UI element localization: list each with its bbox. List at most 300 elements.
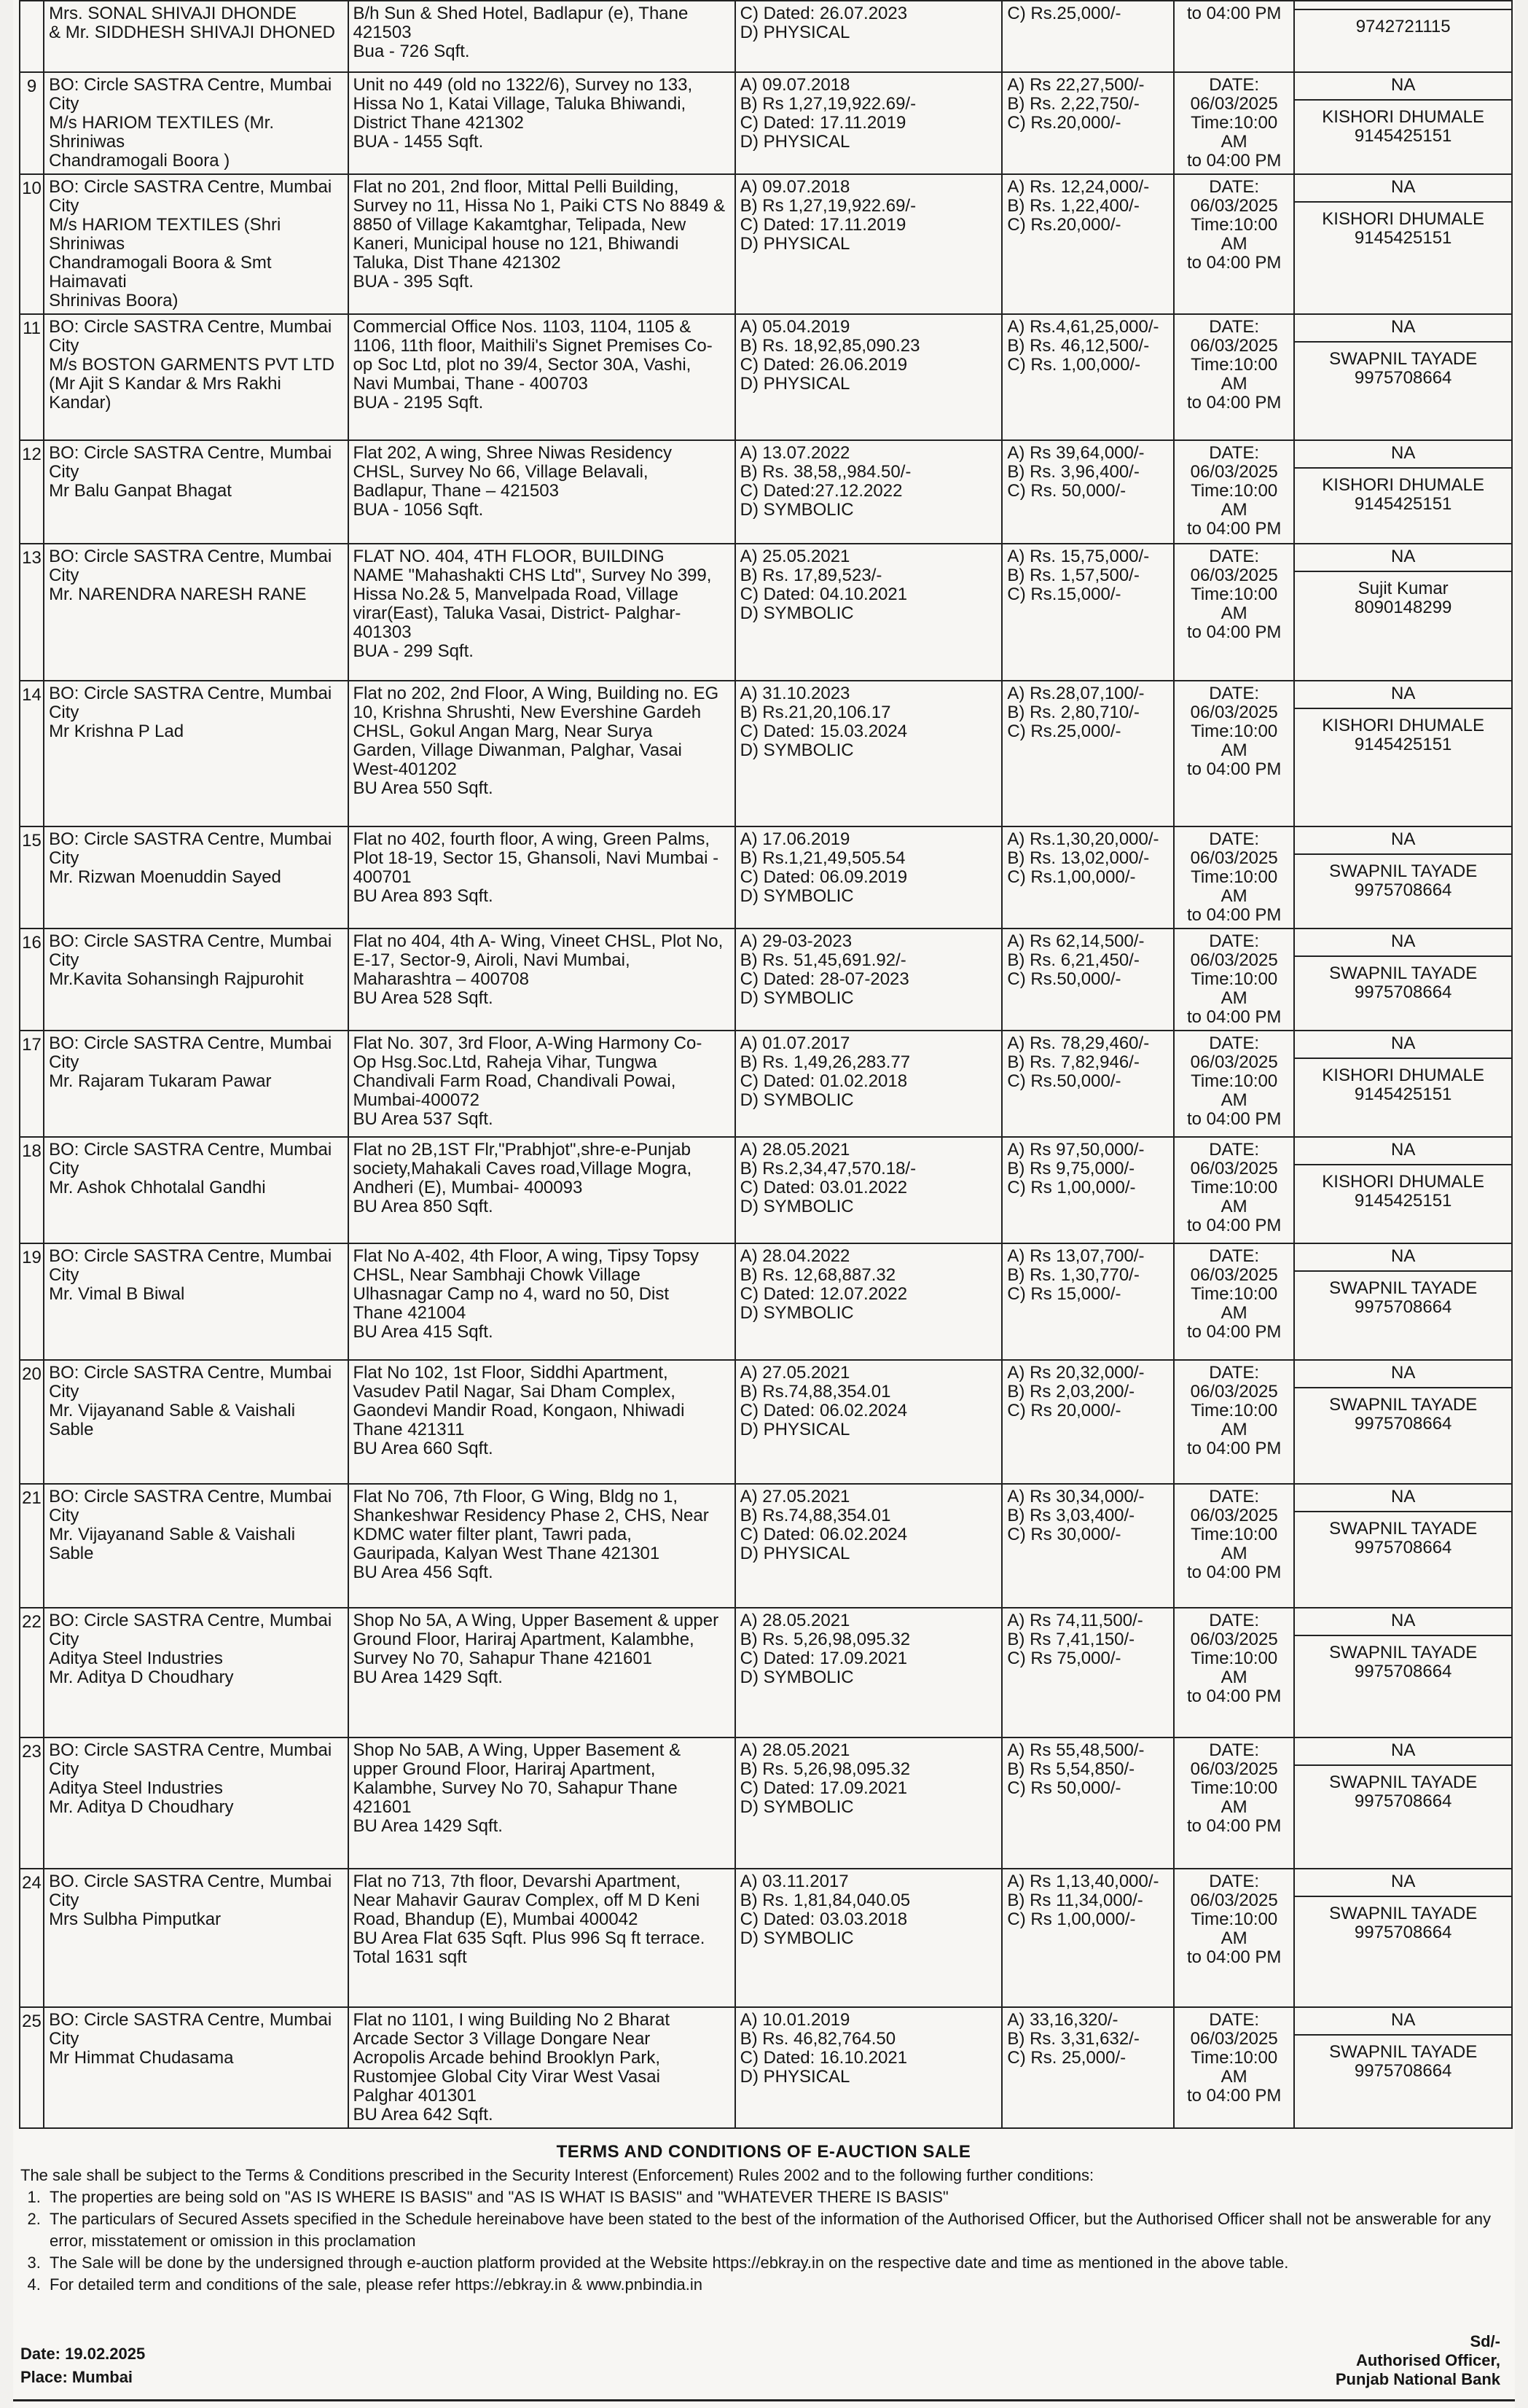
contact-phone: 9145425151 (1354, 735, 1452, 754)
reserve-price-line: A) Rs 39,64,000/- (1007, 443, 1145, 463)
demand-notice-line: B) Rs. 5,26,98,095.32 (740, 1759, 911, 1779)
contact-phone: 9975708664 (1354, 982, 1452, 1002)
property-description-line: BU Area 642 Sqft. (353, 2105, 493, 2124)
contact-phone: 9975708664 (1354, 2061, 1452, 2081)
reserve-price-cell (1002, 314, 1174, 440)
reserve-price-line: C) Rs. 1,00,000/- (1007, 355, 1141, 375)
encumbrance-status: NA (1295, 315, 1511, 343)
property-description-line: Flat no 2B,1ST Flr,"Prabhjot",shre-e-Punjab (353, 1140, 691, 1160)
reserve-price-line: B) Rs 3,03,400/- (1007, 1506, 1135, 1525)
contact-person (1295, 1388, 1511, 1441)
terms-item: 2. The particulars of Secured Assets specified in the Schedule hereinabove have been stated to the best of the information of the Authorised Officer, but the Authorised Officer shall not be answerable for any error, misstatement or omission in this proclamation (45, 2208, 1507, 2252)
reserve-price-line: C) Rs 15,000/- (1007, 1284, 1121, 1304)
demand-notice-cell (735, 1737, 1003, 1869)
property-description-cell (348, 929, 735, 1031)
auction-date-line: 06/03/2025 (1190, 1630, 1278, 1649)
demand-notice-line: A) 13.07.2022 (740, 443, 850, 463)
demand-notice-line: C) Dated: 06.09.2019 (740, 867, 908, 887)
branch-borrower-line: BO: Circle SASTRA Centre, Mumbai City (49, 931, 332, 970)
branch-borrower-line: Mr. Rizwan Moenuddin Sayed (49, 867, 281, 887)
auction-date-line: DATE: (1209, 1140, 1260, 1160)
demand-notice-line: A) 17.06.2019 (740, 829, 850, 849)
reserve-price-line: A) 33,16,320/- (1007, 2010, 1118, 2030)
contact-cell (1294, 929, 1512, 1031)
demand-notice-line: A) 05.04.2019 (740, 317, 850, 337)
auction-date-line: to 04:00 PM (1186, 1686, 1282, 1706)
demand-notice-cell (735, 826, 1003, 929)
contact-phone: 9145425151 (1354, 1084, 1452, 1104)
property-description-line: 10, Krishna Shrushti, New Evershine Gardeh (353, 703, 702, 722)
demand-notice-line: A) 25.05.2021 (740, 547, 850, 566)
demand-notice-cell (735, 2007, 1003, 2128)
branch-borrower-line: BO: Circle SASTRA Centre, Mumbai City (49, 547, 332, 585)
demand-notice-line: D) PHYSICAL (740, 23, 850, 42)
property-description-line: Shop No 5A, A Wing, Upper Basement & upper (353, 1611, 719, 1630)
property-description-line: Plot 18-19, Sector 15, Ghansoli, Navi Mumbai - (353, 848, 719, 868)
property-description-line: Badlapur, Thane – 421503 (353, 481, 559, 501)
reserve-price-line: B) Rs 9,75,000/- (1007, 1159, 1135, 1178)
branch-borrower-cell (44, 1484, 348, 1608)
contact-person (1295, 1272, 1511, 1324)
auction-date-line: DATE: (1209, 317, 1260, 337)
demand-notice-line: C) Dated: 01.02.2018 (740, 1071, 908, 1091)
serial-number-cell (20, 681, 44, 826)
demand-notice-cell (735, 1031, 1003, 1137)
auction-date-line: Time:10:00 AM (1191, 1401, 1278, 1439)
property-description-line: 1106, 11th floor, Maithili's Signet Premises Co- (353, 336, 713, 356)
property-description-line: BU Area 550 Sqft. (353, 778, 493, 798)
demand-notice-cell (735, 1137, 1003, 1243)
property-description-line: Thane 421004 (353, 1303, 466, 1323)
property-description-line: Palghar 401301 (353, 2086, 477, 2106)
table-row (20, 681, 1512, 826)
property-description-line: 421601 (353, 1797, 412, 1817)
serial-number-cell (20, 1608, 44, 1737)
reserve-price-cell (1002, 1484, 1174, 1608)
reserve-price-line: C) Rs 50,000/- (1007, 1778, 1121, 1798)
branch-borrower-cell (44, 314, 348, 440)
demand-notice-line: A) 27.05.2021 (740, 1363, 850, 1383)
property-description-line: BUA - 299 Sqft. (353, 641, 474, 661)
property-description-line: Op Hsg.Soc.Ltd, Raheja Vihar, Tungwa (353, 1052, 657, 1072)
contact-person (1295, 2036, 1511, 2088)
serial-number: 19 (22, 1248, 42, 1267)
branch-borrower-line: M/s HARIOM TEXTILES (Mr. Shriniwas (49, 113, 274, 152)
contact-person (1295, 1165, 1511, 1218)
property-description-line: Thane 421311 (353, 1420, 465, 1439)
reserve-price-line: A) Rs 13,07,700/- (1007, 1246, 1145, 1266)
serial-number: 20 (22, 1364, 42, 1384)
contact-person (1295, 101, 1511, 153)
reserve-price-line: B) Rs. 13,02,000/- (1007, 848, 1150, 868)
terms-section (20, 2141, 1507, 2296)
table-row (20, 314, 1512, 440)
auction-date-line: to 04:00 PM (1186, 759, 1282, 779)
auction-date-line: to 04:00 PM (1186, 1439, 1282, 1458)
auction-date-line: 06/03/2025 (1190, 462, 1278, 482)
branch-borrower-line: Mr.Kavita Sohansingh Rajpurohit (49, 969, 304, 989)
demand-notice-line: A) 10.01.2019 (740, 2010, 850, 2030)
auction-date-line: to 04:00 PM (1186, 1947, 1282, 1967)
contact-phone: 9145425151 (1354, 1191, 1452, 1211)
property-description-line: B/h Sun & Shed Hotel, Badlapur (e), Thane (353, 4, 689, 23)
property-description-line: CHSL, Gokul Angan Marg, Near Surya (353, 722, 653, 741)
property-description-line: Mumbai-400072 (353, 1090, 479, 1110)
auction-date-line: to 04:00 PM (1186, 905, 1282, 925)
serial-number: 13 (22, 548, 42, 568)
auction-date-line: DATE: (1209, 443, 1260, 463)
reserve-price-line: B) Rs 5,54,850/- (1007, 1759, 1135, 1779)
property-description-line: Kalambhe, Survey No 70, Sahapur Thane (353, 1778, 678, 1798)
serial-number: 21 (22, 1488, 42, 1508)
property-description-line: E-17, Sector-9, Airoli, Navi Mumbai, (353, 950, 630, 970)
contact-name: SWAPNIL TAYADE (1329, 1278, 1478, 1298)
table-row (20, 1869, 1512, 2007)
reserve-price-cell (1002, 1737, 1174, 1869)
property-description-line: District Thane 421302 (353, 113, 524, 133)
property-description-line: CHSL, Near Sambhaji Chowk Village (353, 1265, 640, 1285)
reserve-price-line: C) Rs.50,000/- (1007, 1071, 1121, 1091)
reserve-price-line: A) Rs 97,50,000/- (1007, 1140, 1145, 1160)
demand-notice-line: C) Dated: 17.09.2021 (740, 1649, 908, 1668)
table-row (20, 1031, 1512, 1137)
auction-date-line: 06/03/2025 (1190, 94, 1278, 114)
signature-sd: Sd/- (1470, 2332, 1500, 2350)
demand-notice-line: A) 28.05.2021 (740, 1140, 850, 1160)
auction-date-line: to 04:00 PM (1186, 253, 1282, 273)
contact-person (1295, 1897, 1511, 1950)
reserve-price-line: B) Rs. 2,22,750/- (1007, 94, 1140, 114)
auction-date-line: Time:10:00 AM (1191, 1909, 1278, 1948)
auction-date-line: Time:10:00 AM (1191, 867, 1278, 906)
serial-number: 18 (22, 1141, 42, 1161)
auction-date-line: 06/03/2025 (1190, 196, 1278, 216)
auction-date-cell (1174, 929, 1294, 1031)
contact-cell (1294, 1608, 1512, 1737)
auction-date-line: to 04:00 PM (1186, 1563, 1282, 1582)
terms-item: 3. The Sale will be done by the undersigned through e-auction platform provided at the Website https://ebkray.in on the respective date and time as mentioned in the above table. (45, 2252, 1507, 2274)
demand-notice-line: A) 28.05.2021 (740, 1740, 850, 1760)
demand-notice-line: B) Rs. 51,45,691.92/- (740, 950, 906, 970)
encumbrance-status: NA (1295, 681, 1511, 709)
demand-notice-line: D) SYMBOLIC (740, 500, 854, 520)
encumbrance-status: NA (1295, 1361, 1511, 1388)
branch-borrower-cell (44, 2007, 348, 2128)
reserve-price-line: B) Rs. 3,96,400/- (1007, 462, 1140, 482)
demand-notice-line: C) Dated: 12.07.2022 (740, 1284, 908, 1304)
property-description-line: Flat No A-402, 4th Floor, A wing, Tipsy Topsy (353, 1246, 699, 1266)
auction-date-line: to 04:00 PM (1186, 393, 1282, 413)
terms-list (20, 2186, 1507, 2296)
auction-date-cell (1174, 440, 1294, 544)
branch-borrower-cell (44, 826, 348, 929)
encumbrance-status (1295, 1, 1511, 10)
property-description-cell (348, 681, 735, 826)
branch-borrower-line: BO: Circle SASTRA Centre, Mumbai City (49, 1033, 332, 1072)
property-description-cell (348, 1, 735, 72)
demand-notice-line: B) Rs. 38,58,,984.50/- (740, 462, 912, 482)
branch-borrower-cell (44, 1360, 348, 1484)
reserve-price-line: C) Rs.1,00,000/- (1007, 867, 1136, 887)
demand-notice-cell (735, 440, 1003, 544)
reserve-price-cell (1002, 1869, 1174, 2007)
branch-borrower-line: Mr Himmat Chudasama (49, 2048, 234, 2068)
demand-notice-line: A) 28.05.2021 (740, 1611, 850, 1630)
serial-number: 9 (26, 77, 37, 96)
contact-cell (1294, 314, 1512, 440)
table-row (20, 1243, 1512, 1360)
auction-date-line: DATE: (1209, 1487, 1260, 1506)
property-description-line: Navi Mumbai, Thane - 400703 (353, 374, 588, 394)
property-description-line: Road, Bhandup (E), Mumbai 400042 (353, 1909, 638, 1929)
property-description-line: BU Area Flat 635 Sqft. Plus 996 Sq ft terrace. (353, 1928, 705, 1948)
table-row (20, 929, 1512, 1031)
auction-date-line: DATE: (1209, 1246, 1260, 1266)
auction-date-line: 06/03/2025 (1190, 1759, 1278, 1779)
reserve-price-line: B) Rs. 3,31,632/- (1007, 2029, 1140, 2049)
auction-date-line: DATE: (1209, 547, 1260, 566)
property-description-line: Flat no 201, 2nd floor, Mittal Pelli Building, (353, 177, 679, 197)
property-description-line: Shop No 5AB, A Wing, Upper Basement & (353, 1740, 681, 1760)
reserve-price-line: B) Rs. 1,22,400/- (1007, 196, 1140, 216)
contact-phone: 9975708664 (1354, 368, 1452, 388)
property-description-line: Flat No 706, 7th Floor, G Wing, Bldg no 1, (353, 1487, 678, 1506)
reserve-price-line: C) Rs. 50,000/- (1007, 481, 1127, 501)
demand-notice-line: B) Rs. 12,68,887.32 (740, 1265, 896, 1285)
demand-notice-line: D) SYMBOLIC (740, 740, 854, 760)
reserve-price-cell (1002, 826, 1174, 929)
property-description-line: BU Area 893 Sqft. (353, 886, 493, 906)
demand-notice-line: B) Rs. 1,81,84,040.05 (740, 1891, 911, 1910)
property-description-cell (348, 1737, 735, 1869)
demand-notice-line: D) PHYSICAL (740, 2067, 850, 2087)
auction-date-line: 06/03/2025 (1190, 1052, 1278, 1072)
encumbrance-status: NA (1295, 1738, 1511, 1766)
property-description-line: FLAT NO. 404, 4TH FLOOR, BUILDING (353, 547, 665, 566)
reserve-price-cell (1002, 1137, 1174, 1243)
auction-date-line: to 04:00 PM (1186, 1816, 1282, 1836)
demand-notice-line: C) Dated: 17.09.2021 (740, 1778, 908, 1798)
branch-borrower-line: BO: Circle SASTRA Centre, Mumbai City (49, 177, 332, 216)
branch-borrower-cell (44, 1243, 348, 1360)
branch-borrower-line: (Mr Ajit S Kandar & Mrs Rakhi Kandar) (49, 374, 281, 413)
reserve-price-line: B) Rs. 7,82,946/- (1007, 1052, 1140, 1072)
auction-date-line: to 04:00 PM (1186, 1216, 1282, 1235)
auction-date-cell (1174, 544, 1294, 681)
property-description-cell (348, 1484, 735, 1608)
auction-date-line: DATE: (1209, 1033, 1260, 1053)
branch-borrower-line: BO: Circle SASTRA Centre, Mumbai City (49, 317, 332, 356)
branch-borrower-line: Shrinivas Boora) (49, 291, 179, 310)
property-description-cell (348, 2007, 735, 2128)
property-description-line: BUA - 2195 Sqft. (353, 393, 484, 413)
contact-person (1295, 469, 1511, 521)
serial-number-cell (20, 1243, 44, 1360)
demand-notice-line: B) Rs.1,21,49,505.54 (740, 848, 906, 868)
auction-date-line: to 04:00 PM (1186, 519, 1282, 539)
reserve-price-line: A) Rs. 12,24,000/- (1007, 177, 1150, 197)
demand-notice-cell (735, 72, 1003, 174)
encumbrance-status: NA (1295, 544, 1511, 572)
property-description-line: Unit no 449 (old no 1322/6), Survey no 133, (353, 75, 693, 95)
reserve-price-cell (1002, 72, 1174, 174)
auction-date-cell (1174, 72, 1294, 174)
property-description-line: 8850 of Village Kakamtghar, Telipada, New (353, 215, 686, 235)
contact-cell (1294, 826, 1512, 929)
reserve-price-cell (1002, 544, 1174, 681)
reserve-price-line: A) Rs 1,13,40,000/- (1007, 1872, 1159, 1891)
property-description-line: Gaondevi Mandir Road, Kongaon, Nhiwadi (353, 1401, 685, 1420)
reserve-price-line: B) Rs. 2,80,710/- (1007, 703, 1140, 722)
property-description-line: BU Area 456 Sqft. (353, 1563, 493, 1582)
auction-date-line: to 04:00 PM (1186, 1109, 1282, 1129)
serial-number-cell (20, 1031, 44, 1137)
encumbrance-status: NA (1295, 929, 1511, 957)
contact-cell (1294, 440, 1512, 544)
property-description-cell (348, 826, 735, 929)
branch-borrower-line: Mrs. SONAL SHIVAJI DHONDE (49, 4, 297, 23)
demand-notice-cell (735, 174, 1003, 314)
property-description-line: BU Area 850 Sqft. (353, 1197, 493, 1216)
auction-properties-table (19, 0, 1513, 2129)
demand-notice-cell (735, 929, 1003, 1031)
property-description-line: BU Area 1429 Sqft. (353, 1816, 503, 1836)
notice-place: Place: Mumbai (20, 2368, 133, 2386)
serial-number: 14 (22, 685, 42, 705)
auction-date-cell (1174, 174, 1294, 314)
reserve-price-line: B) Rs. 1,30,770/- (1007, 1265, 1140, 1285)
auction-date-line: DATE: (1209, 1872, 1260, 1891)
branch-borrower-cell (44, 1608, 348, 1737)
property-description-line: BU Area 537 Sqft. (353, 1109, 493, 1129)
auction-date-line: Time:10:00 AM (1191, 585, 1278, 623)
serial-number-cell (20, 314, 44, 440)
contact-name: KISHORI DHUMALE (1322, 716, 1484, 735)
branch-borrower-cell (44, 544, 348, 681)
demand-notice-line: D) PHYSICAL (740, 1544, 850, 1563)
contact-cell (1294, 1737, 1512, 1869)
branch-borrower-line: Mr. Vijayanand Sable & Vaishali Sable (49, 1525, 296, 1563)
encumbrance-status: NA (1295, 1869, 1511, 1897)
contact-person (1295, 572, 1511, 625)
reserve-price-line: A) Rs.4,61,25,000/- (1007, 317, 1159, 337)
demand-notice-line: C) Dated: 26.06.2019 (740, 355, 908, 375)
property-description-cell (348, 544, 735, 681)
contact-name: SWAPNIL TAYADE (1329, 861, 1478, 881)
reserve-price-line: A) Rs 22,27,500/- (1007, 75, 1145, 95)
contact-name: SWAPNIL TAYADE (1329, 1643, 1478, 1662)
branch-borrower-line: Mr Krishna P Lad (49, 722, 184, 741)
demand-notice-line: B) Rs.2,34,47,570.18/- (740, 1159, 917, 1178)
encumbrance-status: NA (1295, 1608, 1511, 1636)
serial-number-cell (20, 826, 44, 929)
reserve-price-line: B) Rs 7,41,150/- (1007, 1630, 1135, 1649)
contact-name: SWAPNIL TAYADE (1329, 1395, 1478, 1415)
table-row (20, 1737, 1512, 1869)
contact-phone: 9975708664 (1354, 1791, 1452, 1811)
contact-phone: 9975708664 (1354, 1414, 1452, 1434)
auction-date-line: 06/03/2025 (1190, 1382, 1278, 1402)
reserve-price-cell (1002, 1608, 1174, 1737)
branch-borrower-line: BO: Circle SASTRA Centre, Mumbai City (49, 1246, 332, 1285)
demand-notice-line: B) Rs. 1,49,26,283.77 (740, 1052, 911, 1072)
contact-phone: 9975708664 (1354, 1923, 1452, 1942)
contact-cell (1294, 2007, 1512, 2128)
reserve-price-line: A) Rs 55,48,500/- (1007, 1740, 1145, 1760)
contact-cell (1294, 544, 1512, 681)
auction-date-line: 06/03/2025 (1190, 2029, 1278, 2049)
property-description-line: KDMC water filter plant, Tawri pada, (353, 1525, 632, 1544)
demand-notice-cell (735, 314, 1003, 440)
auction-date-line: 06/03/2025 (1190, 1265, 1278, 1285)
contact-phone: 9145425151 (1354, 126, 1452, 146)
table-row (20, 1137, 1512, 1243)
property-description-line: NAME "Mahashakti CHS Ltd", Survey No 399, (353, 566, 712, 585)
demand-notice-line: A) 09.07.2018 (740, 75, 850, 95)
auction-date-line: DATE: (1209, 75, 1260, 95)
auction-date-cell (1174, 2007, 1294, 2128)
branch-borrower-line: Mr. Rajaram Tukaram Pawar (49, 1071, 272, 1091)
auction-date-line: Time:10:00 AM (1191, 113, 1278, 152)
encumbrance-status: NA (1295, 827, 1511, 855)
property-description-line: West-401202 (353, 759, 457, 779)
auction-date-line: DATE: (1209, 1611, 1260, 1630)
auction-date-cell (1174, 1243, 1294, 1360)
contact-name: KISHORI DHUMALE (1322, 475, 1484, 495)
branch-borrower-line: Mr. NARENDRA NARESH RANE (49, 585, 307, 604)
property-description-cell (348, 1031, 735, 1137)
contact-name: SWAPNIL TAYADE (1329, 963, 1478, 983)
encumbrance-status: NA (1295, 175, 1511, 203)
property-description-line: Hissa No 1, Katai Village, Taluka Bhiwandi, (353, 94, 686, 114)
contact-name: KISHORI DHUMALE (1322, 107, 1484, 127)
property-description-line: Flat no 404, 4th A- Wing, Vineet CHSL, Plot No, (353, 931, 724, 951)
branch-borrower-line: Chandramogali Boora & Smt Haimavati (49, 253, 272, 292)
branch-borrower-line: BO: Circle SASTRA Centre, Mumbai City (49, 443, 332, 482)
serial-number-cell (20, 174, 44, 314)
property-description-line: virar(East), Taluka Vasai, District- Palghar- (353, 603, 681, 623)
contact-person (1295, 10, 1511, 44)
demand-notice-line: C) Dated: 16.10.2021 (740, 2048, 908, 2068)
auction-date-cell (1174, 314, 1294, 440)
serial-number: 15 (22, 831, 42, 851)
demand-notice-line: C) Dated: 28-07-2023 (740, 969, 909, 989)
auction-date-line: 06/03/2025 (1190, 1159, 1278, 1178)
branch-borrower-line: BO: Circle SASTRA Centre, Mumbai City (49, 75, 332, 114)
reserve-price-cell (1002, 174, 1174, 314)
property-description-line: Flat no 202, 2nd Floor, A Wing, Building no. EG (353, 684, 719, 703)
contact-name: KISHORI DHUMALE (1322, 1172, 1484, 1192)
branch-borrower-cell (44, 174, 348, 314)
table-row (20, 826, 1512, 929)
encumbrance-status: NA (1295, 1485, 1511, 1512)
property-description-cell (348, 1608, 735, 1737)
auction-date-cell (1174, 1869, 1294, 2007)
property-description-line: Near Mahavir Gaurav Complex, off M D Keni (353, 1891, 700, 1910)
property-description-line: 401303 (353, 622, 412, 642)
table-row (20, 1360, 1512, 1484)
contact-person (1295, 1636, 1511, 1689)
demand-notice-line: D) SYMBOLIC (740, 603, 854, 623)
terms-heading: TERMS AND CONDITIONS OF E-AUCTION SALE (556, 2142, 971, 2162)
branch-borrower-line: Mr. Aditya D Choudhary (49, 1797, 234, 1817)
serial-number-cell (20, 1484, 44, 1608)
table-row (20, 1, 1512, 72)
reserve-price-line: C) Rs.15,000/- (1007, 585, 1121, 604)
property-description-line: op Soc Ltd, plot no 39/4, Sector 30A, Vashi, (353, 355, 691, 375)
auction-date-line: DATE: (1209, 1363, 1260, 1383)
reserve-price-line: A) Rs 30,34,000/- (1007, 1487, 1145, 1506)
